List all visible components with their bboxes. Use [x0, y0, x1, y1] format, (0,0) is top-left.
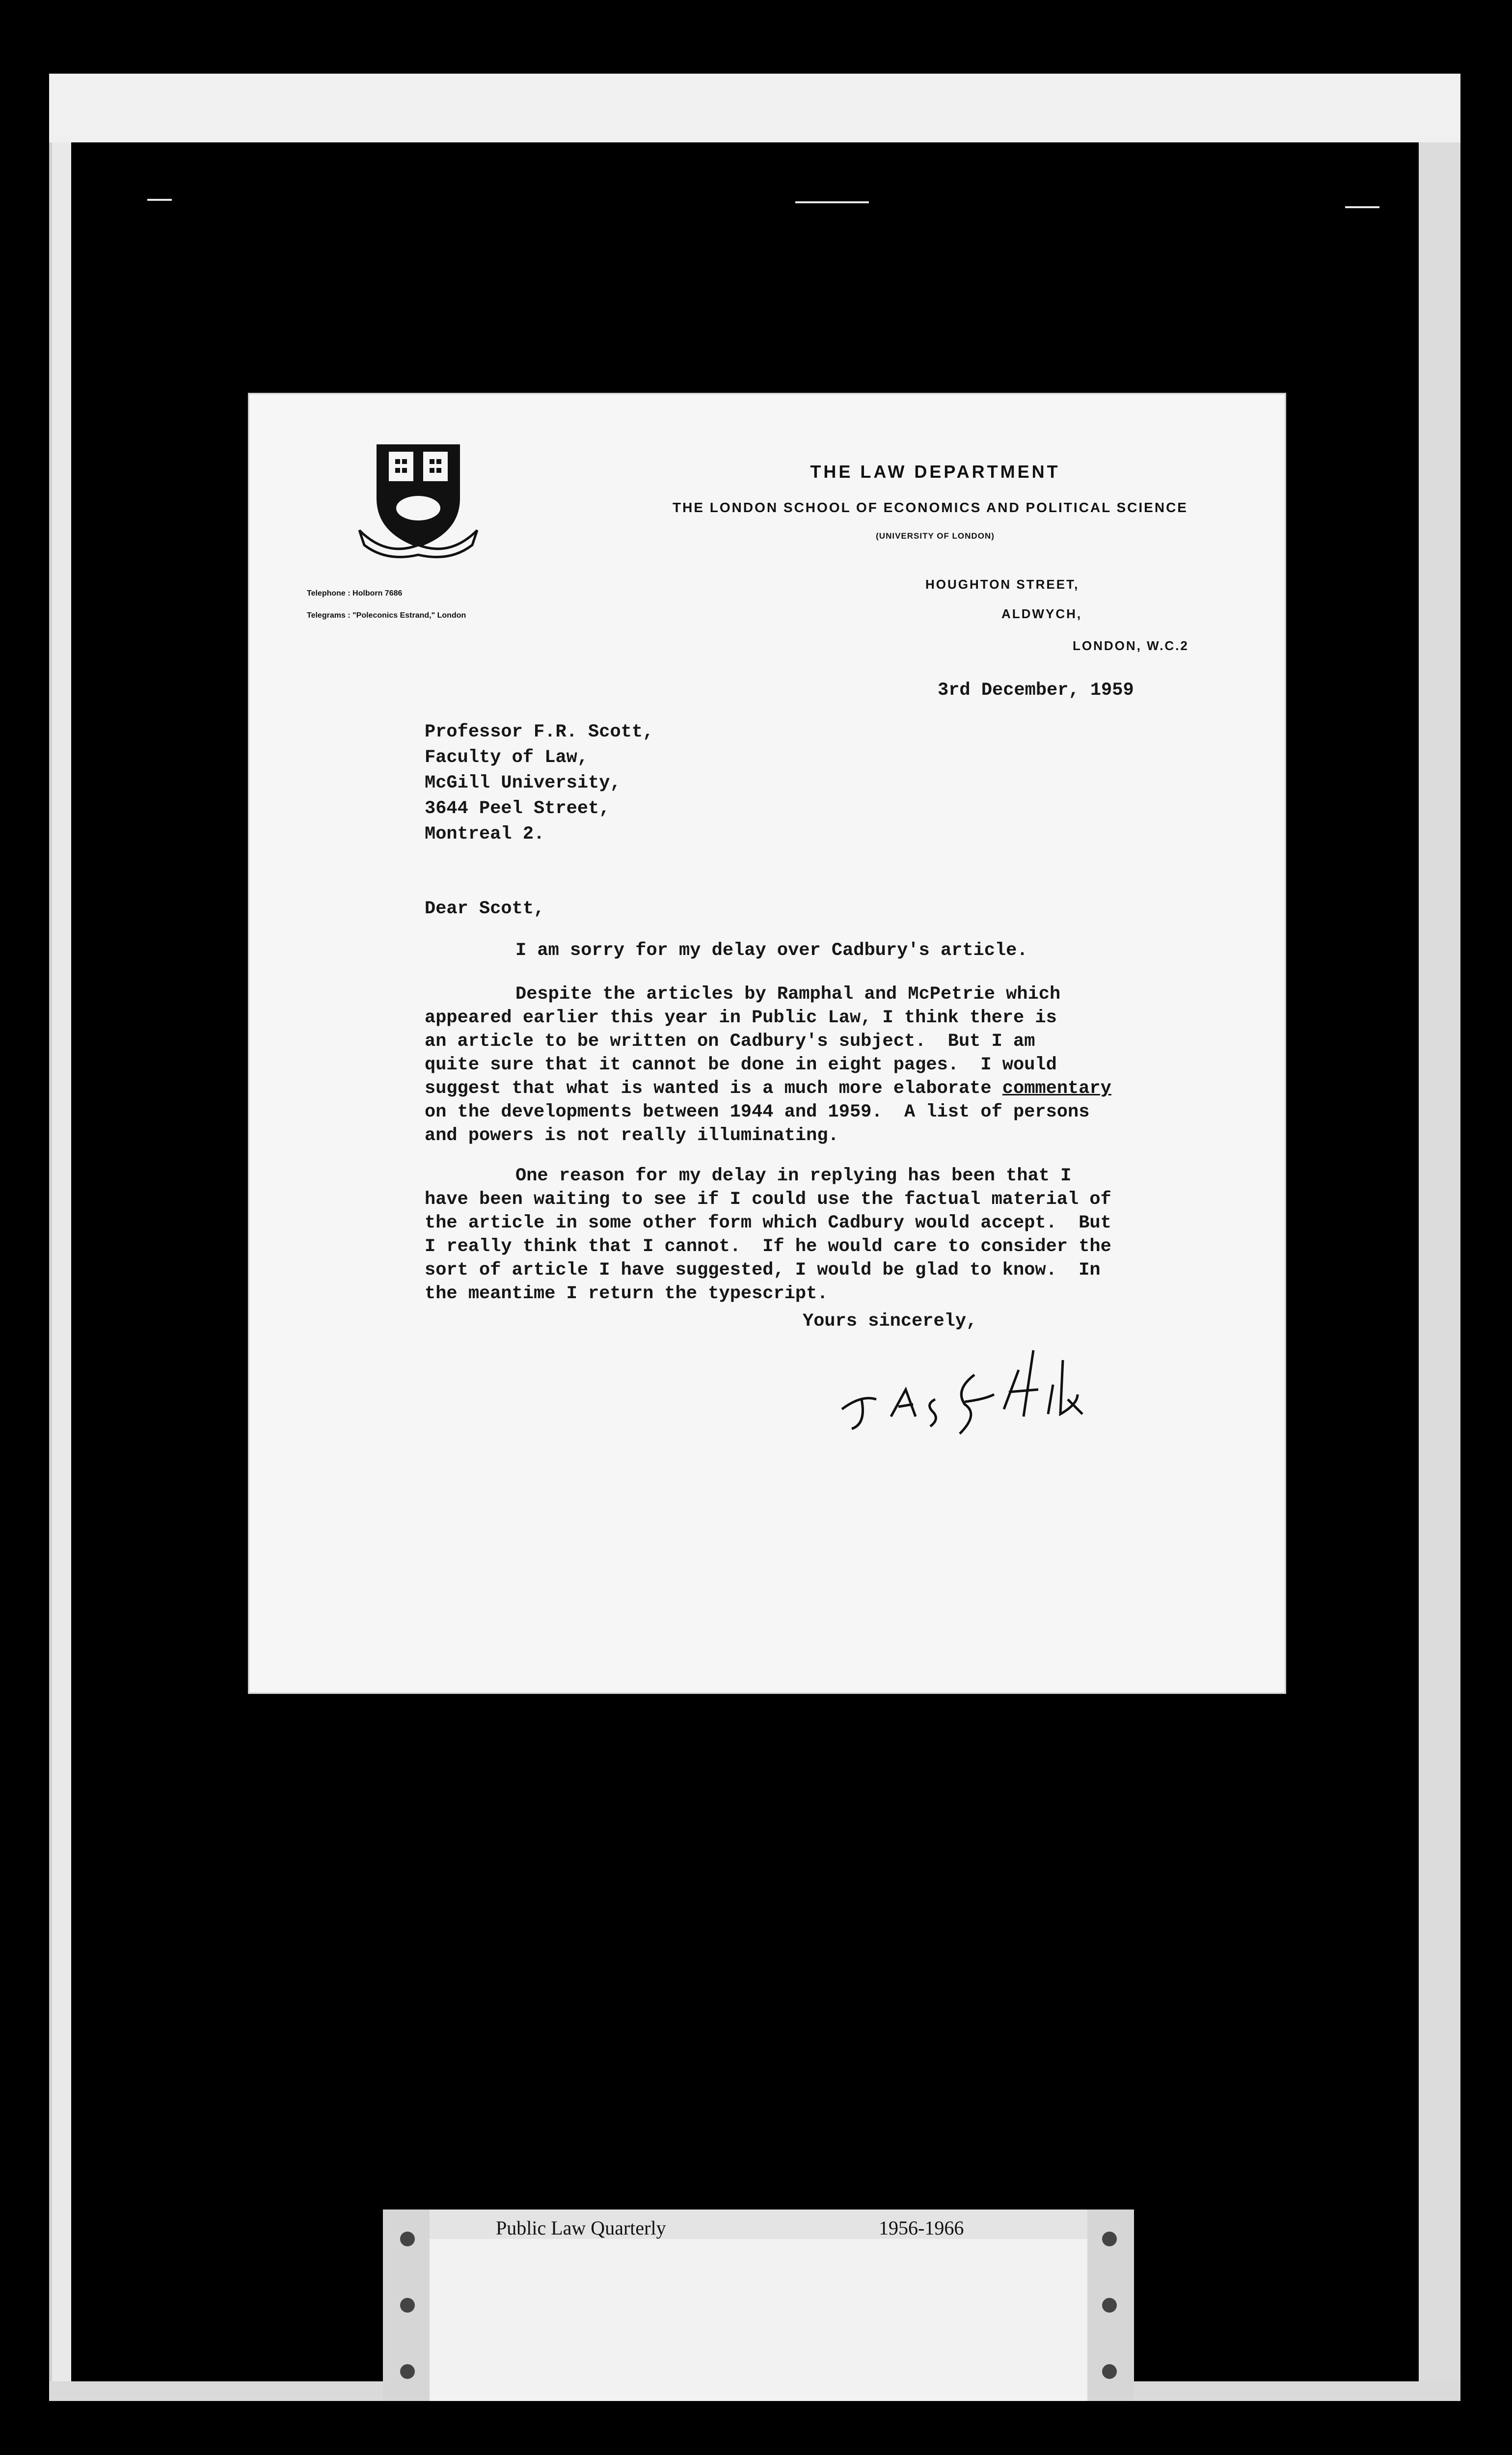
paragraph-3-line: sort of article I have suggested, I would be glad to know. In — [425, 1260, 1101, 1281]
punch-hole — [400, 2364, 415, 2379]
label-title: Public Law Quarterly — [496, 2217, 666, 2239]
underlined-word: commentary — [1002, 1078, 1111, 1099]
punch-hole — [400, 2232, 415, 2246]
paragraph-2-line: appeared earlier this year in Public Law, I think there is — [425, 1008, 1057, 1028]
punch-hole — [1102, 2298, 1117, 2313]
paragraph-2-line: quite sure that it cannot be done in eight pages. I would — [425, 1055, 1057, 1075]
handwritten-signature — [832, 1331, 1107, 1439]
paragraph-2-line: and powers is not really illuminating. — [425, 1125, 839, 1146]
address-line: LONDON, W.C.2 — [1073, 638, 1189, 653]
film-scratch — [1345, 206, 1379, 208]
telephone-line: Telephone : Holborn 7686 — [307, 589, 403, 598]
recipient-line: 3644 Peel Street, — [425, 798, 610, 819]
recipient-line: Montreal 2. — [425, 824, 545, 845]
address-line: HOUGHTON STREET, — [925, 577, 1080, 592]
punch-hole — [1102, 2364, 1117, 2379]
closing: Yours sincerely, — [803, 1311, 977, 1332]
punch-hole — [400, 2298, 415, 2313]
archive-label-card — [383, 2210, 1134, 2401]
paragraph-1: I am sorry for my delay over Cadbury's article. — [515, 940, 1028, 961]
recipient-line: Professor F.R. Scott, — [425, 722, 654, 742]
label-years: 1956-1966 — [879, 2217, 964, 2239]
frame-top-strip — [49, 74, 1460, 142]
department-title: THE LAW DEPARTMENT — [810, 462, 1060, 482]
paragraph-3-line: the article in some other form which Cadbury would accept. But — [425, 1213, 1111, 1233]
paragraph-2-line-text: suggest that what is wanted is a much more elaborate — [425, 1078, 1002, 1099]
paragraph-3-line: One reason for my delay in replying has been that I — [515, 1166, 1072, 1186]
address-line: ALDWYCH, — [1001, 606, 1082, 621]
paragraph-3-line: have been waiting to see if I could use the factual material of — [425, 1189, 1111, 1210]
paragraph-2-line: an article to be written on Cadbury's subject. But I am — [425, 1031, 1035, 1052]
film-scratch — [795, 201, 869, 203]
lse-crest-logo — [357, 439, 480, 562]
letter-page — [248, 393, 1286, 1694]
paragraph-2-line: on the developments between 1944 and 1959. A list of persons — [425, 1102, 1090, 1122]
recipient-line: McGill University, — [425, 773, 621, 793]
paragraph-2-line — [425, 1076, 1111, 1101]
telegrams-line: Telegrams : "Poleconics Estrand," London — [307, 611, 466, 620]
salutation: Dear Scott, — [425, 899, 545, 919]
frame-right-strip — [1419, 142, 1460, 2401]
punch-hole — [1102, 2232, 1117, 2246]
film-scratch — [147, 199, 172, 201]
university-name: (UNIVERSITY OF LONDON) — [876, 531, 995, 541]
paragraph-2-line: Despite the articles by Ramphal and McPetrie which — [515, 984, 1061, 1005]
letter-date: 3rd December, 1959 — [938, 680, 1134, 701]
school-title: THE LONDON SCHOOL OF ECONOMICS AND POLITICAL SCIENCE — [673, 500, 1188, 515]
paragraph-3-line: the meantime I return the typescript. — [425, 1283, 828, 1304]
paragraph-3-line: I really think that I cannot. If he would care to consider the — [425, 1236, 1111, 1257]
recipient-line: Faculty of Law, — [425, 747, 589, 768]
